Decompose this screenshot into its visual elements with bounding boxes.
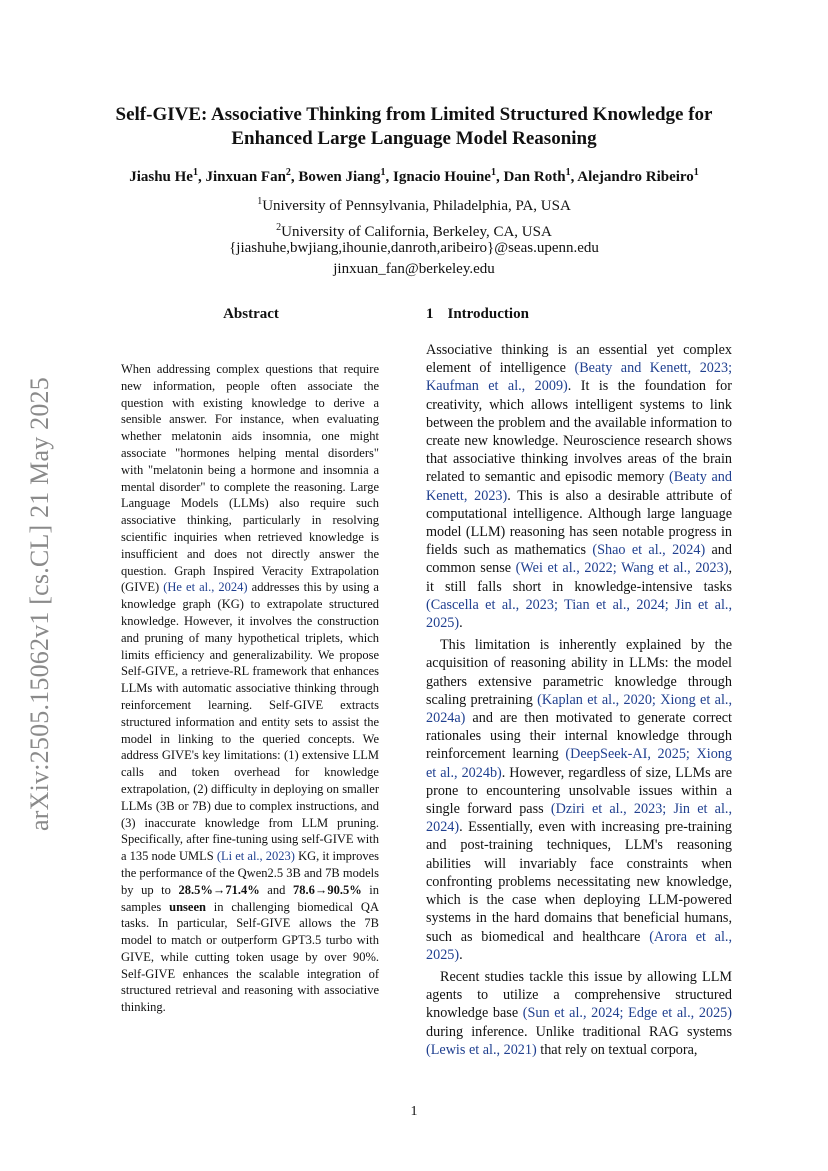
text-run: This limitation is inherently explained by the acquisition of reasoning ability in LLMs: the model gathers extensive parametric knowledge through scaling pretraining xyxy=(426,637,732,708)
text-run: . It is the foundation for creativity, which allows intelligent systems to link between the problem and the available information to create new knowledge. Neuroscience research shows that associative thinking involves areas of the brain related to semantic and episodic memory xyxy=(426,378,732,486)
bold-text: unseen xyxy=(169,899,206,914)
citation: (Dziri et al., 2023; Jin et al., 2024) xyxy=(426,801,732,836)
text-run: and are then motivated to generate correct rationales using their internal knowledge through reinforcement learning xyxy=(426,710,732,763)
arxiv-identifier: arXiv:2505.15062v1 [cs.CL] 21 May 2025 xyxy=(25,376,54,831)
citation: (Sun et al., 2024; Edge et al., 2025) xyxy=(522,1005,732,1022)
paper-title xyxy=(80,103,748,151)
text-run: KG, it improves the performance of the Qwen2.5 3B and 7B models by up to xyxy=(121,849,379,897)
citation: (Cascella et al., 2023; Tian et al., 2024; Jin et al., 2025) xyxy=(426,596,732,632)
author-4: Ignacio Houine$^1$, xyxy=(393,167,504,185)
text-run: and xyxy=(259,882,293,897)
arxiv-sidebar xyxy=(22,356,58,851)
bold-text: 28.5%→71.4% xyxy=(178,882,260,897)
citation: (Wei et al., 2022; Wang et al., 2023) xyxy=(515,560,729,577)
citation: (Kaplan et al., 2020; Xiong et al., 2024a) xyxy=(426,691,732,727)
abstract-body xyxy=(121,361,379,1016)
citation: (Li et al., 2023) xyxy=(216,849,295,864)
citation: (Lewis et al., 2021) xyxy=(426,1041,537,1058)
text-run: during inference. Unlike traditional RAG systems xyxy=(426,1023,732,1040)
intro-paragraph-3 xyxy=(426,968,732,1059)
text-run: . However, regardless of size, LLMs are prone to encountering unsolvable issues within a single forward pass xyxy=(426,764,732,818)
author-3: Bowen Jiang$^1$, xyxy=(298,167,394,185)
email-line-2: jinxuan_fan@berkeley.edu xyxy=(333,261,495,277)
author-list xyxy=(70,163,758,187)
text-run: in samples xyxy=(121,882,379,914)
affiliations xyxy=(150,191,678,243)
text-run: in challenging biomedical QA tasks. In particular, Self-GIVE allows the 7B model to match or outperform GPT3.5 turbo with GIVE, while cutting token usage by over 90%. Self-GIVE enhances the scalable integration of structured retrieval and reasoning with associative thinking. xyxy=(121,899,379,1015)
text-run: addresses this by using a knowledge graph (KG) to extrapolate structured knowledge. However, it involves the construction and pruning of many hypothetical triplets, which limits efficiency and generalizability. We propose Self-GIVE, a retrieve-RL framework that enhances LLMs with automatic associative thinking through reinforcement learning. Self-GIVE extracts structured information and entity sets to assist the model in linking to the queried concepts. We address GIVE's key limitations: (1) extensive LLM calls and token overhead for knowledge extrapolation, (2) difficulty in deploying on smaller LLMs (3B or 7B) due to complex instructions, and (3) inaccurate knowledge from LLM pruning. Specifically, after fine-tuning using self-GIVE with a 135 node UMLS xyxy=(121,580,379,864)
text-run: Associative thinking is an essential yet complex element of intelligence xyxy=(426,342,732,377)
text-run: When addressing complex questions that require new information, people often associate the question with existing knowledge to derive a sensible answer. For instance, when evaluating whether melatonin aids insomnia, one might associate "hormones helping mental disorders" with "melatonin being a hormone and insomnia a mental disorder" to complete the reasoning. Large Language Models (LLMs) also require such associative thinking, particularly in resolving scientific inquiries when retrieved knowledge is insufficient and does not directly answer the question. Graph Inspired Veracity Extrapolation (GIVE) xyxy=(121,362,379,595)
section-number: 1 xyxy=(426,306,434,322)
text-run: , it still falls short in knowledge-intensive tasks xyxy=(426,560,732,595)
page-number: 1 xyxy=(410,1104,418,1119)
text-run: . xyxy=(459,946,463,963)
bold-text: 78.6→90.5% xyxy=(292,882,362,897)
affiliation-1: $^1$University of Pennsylvania, Philadelphia, PA, USA xyxy=(257,196,571,214)
author-2: Jinxuan Fan$^2$, xyxy=(205,167,299,185)
paper-title-line-1: Self-GIVE: Associative Thinking from Limited Structured Knowledge for xyxy=(115,104,713,125)
intro-paragraph-1 xyxy=(426,341,732,632)
citation: (He et al., 2024) xyxy=(163,580,248,595)
text-run: Recent studies tackle this issue by allowing LLM agents to utilize a comprehensive structured knowledge base xyxy=(426,968,732,1022)
citation: (Beaty and Kenett, 2023; Kaufman et al., 2009) xyxy=(426,360,733,395)
email-line-1: {jiashuhe,bwjiang,ihounie,danroth,aribeiro}@seas.upenn.edu xyxy=(229,240,599,256)
affiliation-2: $^2$University of California, Berkeley, CA, USA xyxy=(276,222,552,240)
introduction-heading xyxy=(426,306,736,323)
text-run: . xyxy=(459,615,463,632)
text-run: that rely on textual corpora, xyxy=(536,1041,698,1058)
author-6: Alejandro Ribeiro$^1$ xyxy=(577,167,699,185)
citation: (Beaty and Kenett, 2023) xyxy=(426,469,732,504)
intro-paragraph-2 xyxy=(426,636,732,964)
author-1: Jiashu He$^1$, xyxy=(129,167,206,185)
citation: (DeepSeek-AI, 2025; Xiong et al., 2024b) xyxy=(426,746,732,781)
citation: (Arora et al., 2025) xyxy=(426,928,732,963)
text-run: . This is also a desirable attribute of computational intelligence. Although large language model (LLM) reasoning has seen notable progress in fields such as mathematics xyxy=(426,487,732,559)
text-run: . Essentially, even with increasing pre-training and post-training techniques, LLM's reasoning abilities will invariably face constraints when confronting problems necessitating new knowledge, which is the case when deploying LLM-powered systems in the hard domains that beneficial humans, such as biomedical and healthcare xyxy=(426,819,732,945)
citation: (Shao et al., 2024) xyxy=(592,542,706,559)
author-emails xyxy=(150,238,678,280)
section-title: Introduction xyxy=(447,306,529,322)
text-run: and common sense xyxy=(426,542,732,577)
abstract-heading: Abstract xyxy=(223,306,279,322)
author-5: Dan Roth$^1$, xyxy=(503,167,578,185)
introduction-body xyxy=(426,341,732,1063)
paper-title-line-2: Enhanced Large Language Model Reasoning xyxy=(231,128,597,149)
